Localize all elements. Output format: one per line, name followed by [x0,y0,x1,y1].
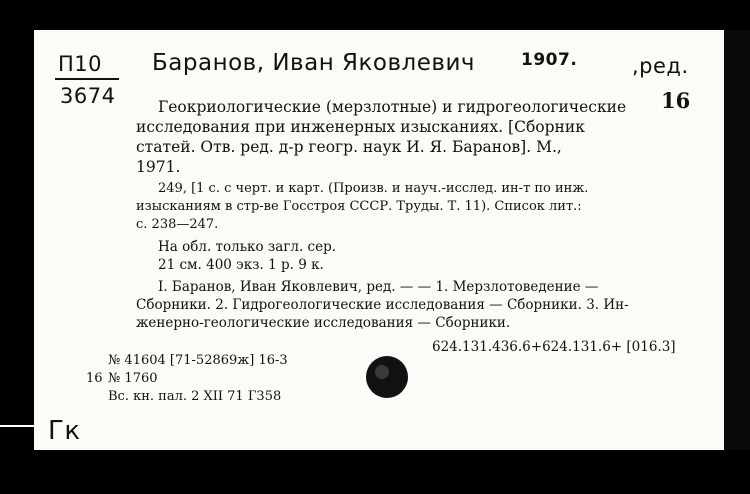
registry-line: № 41604 [71-52869ж] 16-3 [108,353,288,368]
handwritten-role: ,ред. [632,54,689,78]
signed-line: Вс. кн. пал. 2 XII 71 Г358 [108,389,282,404]
tracing-line-1: I. Баранов, Иван Яковлевич, ред. — — 1. Мерзлотоведение — [158,279,599,295]
scan-background [0,450,750,494]
handwritten-author: Баранов, Иван Яковлевич [152,50,475,76]
collation-line-3: с. 238—247. [136,217,219,232]
handwritten-shelfmark-bottom: 3674 [60,84,116,108]
collation-line-1: 249, [1 с. с черт. и карт. (Произв. и науч.-исслед. ин-т по инж. [158,181,589,196]
title-line-1: Геокриологические (мерзлотные) и гидрогеологические [158,98,627,116]
shelfmark-underline [55,78,119,80]
card-number: 16 [661,88,691,113]
title-line-2: исследования при инженерных изысканиях. [Сборник [136,118,585,136]
tracing-line-2: Сборники. 2. Гидрогеологические исследования — Сборники. 3. Ин- [136,297,629,313]
number-line: № 1760 [108,371,158,386]
handwritten-initials: Гк [48,416,81,446]
side-number: 16 [86,371,103,386]
note-line-2: 21 см. 400 экз. 1 р. 9 к. [158,257,324,273]
handwritten-shelfmark-top: П10 [58,52,103,76]
title-line-4: 1971. [136,158,181,176]
tracing-line-3: женерно-геологические исследования — Сборники. [136,315,511,331]
card-edge-shadow [724,30,750,450]
collation-line-2: изысканиям в стр-ве Госстроя СССР. Труды. Т. 11). Список лит.: [136,199,582,214]
margin-rule [0,425,34,427]
title-line-3: статей. Отв. ред. д-р геогр. наук И. Я. Баранов]. М., [136,138,562,156]
note-line-1: На обл. только загл. сер. [158,239,337,255]
handwritten-year: 1907. [521,50,578,70]
udc-classification: 624.131.436.6+624.131.6+ [016.3] [432,339,676,355]
punch-hole [366,356,408,398]
